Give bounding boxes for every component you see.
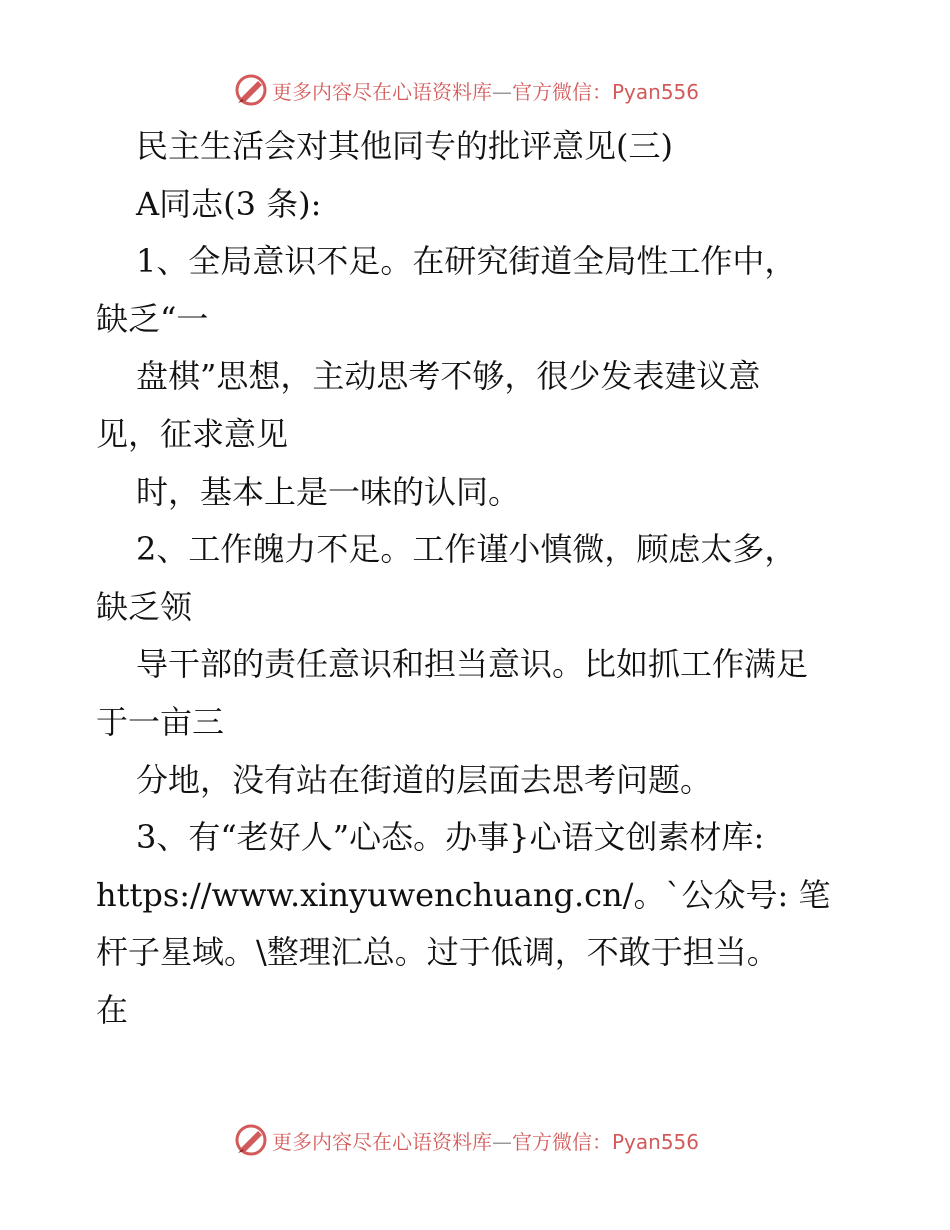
doc-line-url: https://www.xinyuwenchuang.cn/。`公众号: 笔 <box>96 875 831 914</box>
header-banner <box>234 72 699 108</box>
pen-logo-icon <box>234 73 268 107</box>
footer-banner <box>234 1122 699 1158</box>
banner-separator: — <box>492 79 512 104</box>
doc-line: 杆子星域。\整理汇总。过于低调，不敢于担当。 <box>96 933 779 972</box>
banner-text <box>272 76 699 105</box>
doc-line: 盘棋”思想，主动思考不够，很少发表建议意 <box>136 357 761 396</box>
document-body <box>96 118 866 1040</box>
doc-title: 民主生活会对其他同专的批评意见(三) <box>136 127 673 165</box>
doc-line: 1、全局意识不足。在研究街道全局性工作中， <box>136 242 797 281</box>
banner-wechat-text: 官方微信：Pyan556 <box>512 1129 700 1154</box>
doc-line: 分地，没有站在街道的层面去思考问题。 <box>136 760 713 799</box>
doc-line: 见，征求意见 <box>96 414 289 453</box>
banner-wechat-text: 官方微信：Pyan556 <box>512 79 700 104</box>
banner-separator: — <box>492 1129 512 1154</box>
banner-site-text: 更多内容尽在心语资料库 <box>272 1129 492 1154</box>
doc-line: 在 <box>96 990 129 1029</box>
doc-line: 导干部的责任意识和担当意识。比如抓工作满足 <box>136 645 809 684</box>
doc-line: 缺乏领 <box>96 587 193 626</box>
banner-text <box>272 1126 699 1155</box>
doc-line: 时，基本上是一味的认同。 <box>136 472 521 511</box>
doc-line: A同志(3 条): <box>136 184 322 223</box>
banner-site-text: 更多内容尽在心语资料库 <box>272 79 492 104</box>
doc-line: 3、有“老好人”心态。办事}心语文创素材库: <box>136 818 765 857</box>
doc-line: 于一亩三 <box>96 702 225 741</box>
doc-line: 2、工作魄力不足。工作谨小慎微，顾虑太多， <box>136 530 797 569</box>
doc-line: 缺乏“一 <box>96 299 209 338</box>
pen-logo-icon <box>234 1123 268 1157</box>
